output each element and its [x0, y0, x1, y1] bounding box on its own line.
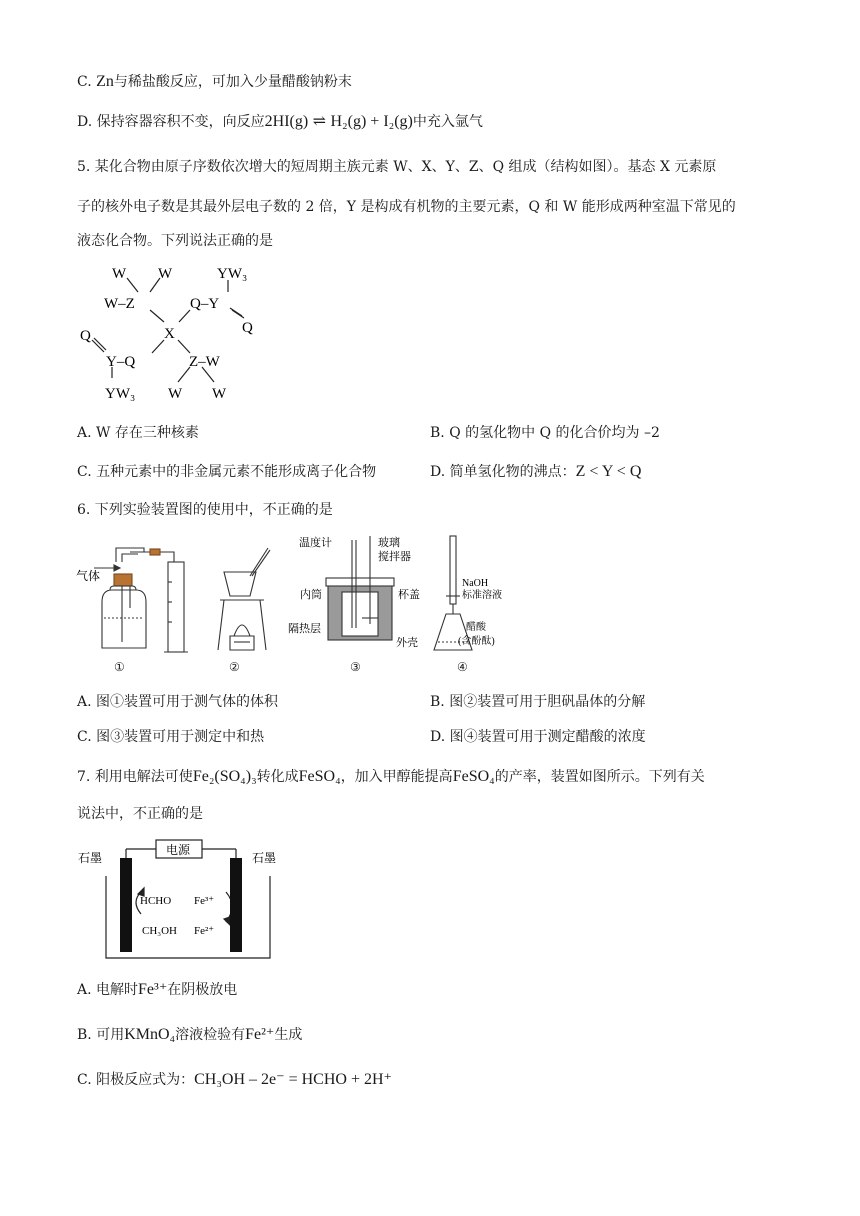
atom-yw3-top: YW₃ [217, 266, 248, 282]
atom-w-b2: W [212, 386, 227, 402]
label-graphite-right: 石墨 [252, 851, 277, 865]
q5-structure-figure [72, 260, 272, 410]
label-stirrer-2: 搅拌器 [378, 551, 411, 563]
q6-option-c: C. 图③装置可用于测定中和热 [77, 729, 265, 745]
label-fig-1: ① [114, 660, 125, 674]
q5-option-c: C. 五种元素中的非金属元素不能形成离子化合物 [77, 464, 377, 480]
label-fig-3: ③ [350, 660, 361, 674]
q5-option-d: D. 简单氢化物的沸点：Z < Y < Q [430, 463, 642, 480]
label-standard-solution: 标准溶液 [462, 590, 502, 601]
q7-option-a: A. 电解时Fe³⁺在阴极放电 [77, 981, 238, 998]
label-gas: 气体 [76, 569, 101, 583]
q6-stem: 6. 下列实验装置图的使用中，不正确的是 [77, 502, 333, 518]
q5-stem-line3: 液态化合物。下列说法正确的是 [77, 233, 273, 249]
atom-qy-top: Q–Y [190, 296, 220, 312]
label-fe2: Fe²⁺ [194, 925, 215, 937]
atom-wz: W–Z [104, 296, 135, 312]
atom-q-right: Q [242, 320, 253, 336]
q4-option-d: D. 保持容器容积不变，向反应2HI(g) ⇌ H₂(g) + I₂(g)中充入氩气 [77, 113, 483, 130]
q7-option-b: B. 可用KMnO₄溶液检验有Fe²⁺生成 [77, 1026, 303, 1043]
q5-stem-line1: 5. 某化合物由原子序数依次增大的短周期主族元素 W、X、Y、Z、Q 组成（结构如图）。基态 X 元素原 [77, 159, 717, 175]
q7-stem-line1: 7. 利用电解法可使Fe₂(SO₄)₃转化成FeSO₄，加入甲醇能提高FeSO₄的产率，装置如图所示。下列有关 [77, 768, 705, 785]
label-graphite-left: 石墨 [78, 851, 103, 865]
label-stirrer-1: 玻璃 [378, 537, 400, 549]
label-fig-2: ② [229, 660, 240, 674]
label-shell: 外壳 [396, 637, 418, 649]
label-naoh: NaOH [462, 578, 489, 589]
label-acetic-acid: 醋酸 [466, 622, 486, 633]
atom-x: X [164, 326, 175, 342]
q5-option-b: B. Q 的氢化物中 Q 的化合价均为 –2 [430, 425, 660, 441]
label-fig-4: ④ [457, 660, 468, 674]
label-power-supply: 电源 [166, 843, 191, 857]
atom-q-left: Q [80, 328, 91, 344]
q5-option-a: A. W 存在三种核素 [77, 425, 199, 441]
label-lid: 杯盖 [398, 589, 420, 601]
q6-option-b: B. 图②装置可用于胆矾晶体的分解 [430, 694, 646, 710]
atom-zw-right: Z–W [189, 354, 220, 370]
q7-option-c: C. 阳极反应式为：CH₃OH – 2e⁻ = HCHO + 2H⁺ [77, 1071, 392, 1088]
label-thermometer: 温度计 [299, 537, 332, 549]
label-inner: 内筒 [300, 589, 322, 601]
q6-option-d: D. 图④装置可用于测定醋酸的浓度 [430, 729, 646, 745]
q7-stem-line2: 说法中，不正确的是 [77, 806, 203, 822]
q7-electrolysis-figure [76, 836, 296, 966]
atom-yq-left: Y–Q [106, 354, 136, 370]
label-ch3oh: CH₃OH [142, 925, 178, 937]
label-fe3: Fe³⁺ [194, 895, 215, 907]
atom-yw3-bottom: YW₃ [105, 386, 136, 402]
atom-w2: W [158, 266, 173, 282]
q4-option-c: C. Zn与稀盐酸反应，可加入少量醋酸钠粉末 [77, 73, 352, 90]
label-hcho: HCHO [140, 895, 172, 907]
atom-w1: W [112, 266, 127, 282]
q6-apparatus-figure [74, 532, 504, 657]
q5-stem-line2: 子的核外电子数是其最外层电子数的 2 倍，Y 是构成有机物的主要元素，Q 和 W 能形成两种室温下常见的 [77, 199, 736, 215]
label-insulation: 隔热层 [288, 623, 321, 635]
q6-option-a: A. 图①装置可用于测气体的体积 [77, 694, 279, 710]
label-phenolphthalein: (含酚酞) [458, 636, 495, 647]
atom-w-b1: W [168, 386, 183, 402]
